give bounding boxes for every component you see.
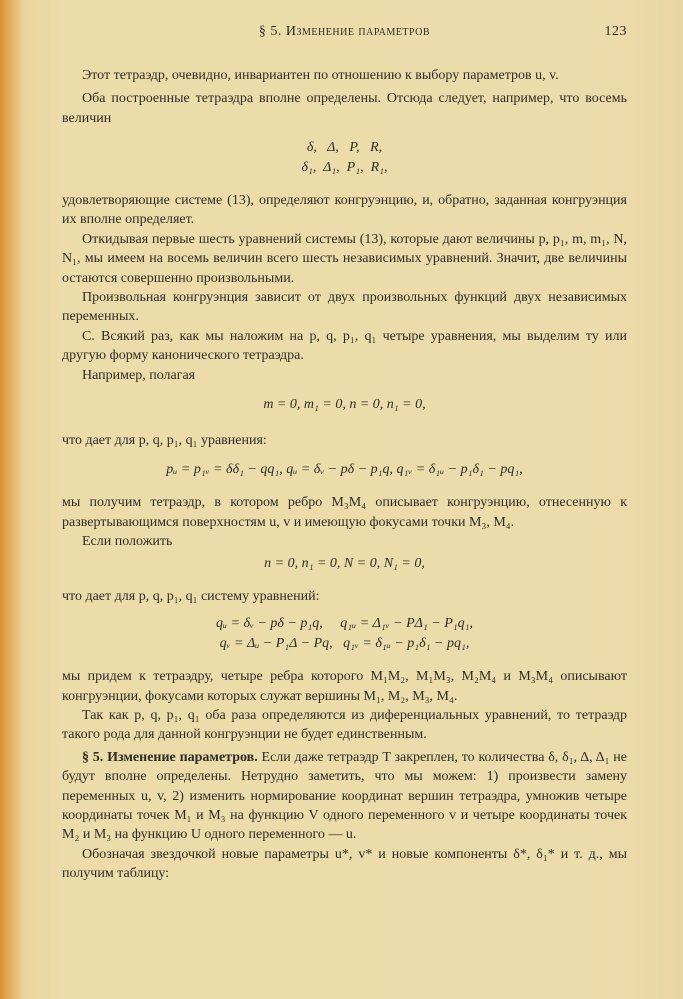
book-page [62,22,627,884]
paragraph: мы придем к тетраэдру, четыре ребра которого M₁M₂, M₁M₃, M₂M₄ и M₃M₄ описывают конгруэнции, фокусами которых служат вершины M₁, M₂, M₃, M₄. [62,669,627,704]
formula-line: δ, Δ, P, R, [306,140,383,156]
paragraph: Произвольная конгруэнция зависит от двух произвольных функций двух независимых переменных. [62,290,627,325]
paragraph: что дает для p, q, p₁, q₁ систему уравнений: [62,588,320,604]
header-title: § 5. Изменение параметров [258,24,431,39]
formula-line: δ₁, Δ₁, P₁, R₁, [301,159,388,175]
paragraph: Оба построенные тетраэдра вполне определены. Отсюда следует, например, что восемь величин [62,91,627,126]
paragraph: Например, полагая [82,367,196,383]
formula-conditions-1: m = 0, m₁ = 0, n = 0, n₁ = 0, [263,397,426,413]
formula-eight-quantities [62,138,627,177]
paragraph: Так как p, q, p₁, q₁ оба раза определяются из диференциальных уравнений, то тетраэдр такого рода для данной конгруэнции не будет единственным. [62,707,627,743]
paragraph: Откидывая первые шесть уравнений системы (13), которые дают величины p, p₁, m, m₁, N, N₁, мы имеем на восемь величин всего шесть независимых уравнений. Значит, две величины остаются совершенно произвольными. [62,231,627,286]
paragraph: Если положить [82,534,173,550]
paragraph: что дает для p, q, p₁, q₁ уравнения: [62,432,267,448]
page-number: 123 [604,24,627,39]
paragraph: Этот тетраэдр, очевидно, инвариантен по отношению к выбору параметров u, v. [82,68,559,83]
formula-equations-1: pᵤ = p₁ᵥ = δδ₁ − qq₁, qᵤ = δᵥ − pδ − p₁q, q₁ᵥ = δ₁ᵤ − p₁δ₁ − pq₁, [166,461,523,477]
running-header [62,22,627,44]
paragraph: C. Всякий раз, как мы наложим на p, q, p₁, q₁ четыре уравнения, мы выделим ту или другую форму канонического тетраэдра. [62,328,627,364]
paragraph: Обозначая звездочкой новые параметры u*, v* и новые компоненты δ*, δ₁* и т. д., мы получим таблицу: [62,846,627,882]
paragraph: удовлетворяющие системе (13), определяют конгруэнцию, и, обратно, заданная конгруэнция их вполне определяет. [62,193,627,228]
section-paragraph [62,748,627,845]
formula-line: qᵥ = Δᵤ − P₁Δ − Pq, q₁ᵥ = δ₁ᵤ − p₁δ₁ − pq₁, [219,635,470,651]
paragraph-text: Если даже тетраэдр T закреплен, то количества δ, δ₁, Δ, Δ₁ не будут вполне определены. Нетрудно заметить, что мы можем: 1) произвести замену переменных u, v, 2) изменить нормирование координат вершин тетраэдра, умножив четыре координаты точек M₁ и M₃ на функцию V одного переменного v и четыре координаты точек M₂ и M₃ на функцию U одного переменного — u. [62,749,627,843]
paragraph: мы получим тетраэдр, в котором ребро M₃M₄ описывает конгруэнцию, отнесенную к развертывающимся поверхностям u, v и имеющую фокусами точки M₃, M₄. [62,495,627,530]
section-heading: § 5. Изменение параметров. [82,749,258,765]
formula-conditions-2: n = 0, n₁ = 0, N = 0, N₁ = 0, [264,555,425,571]
formula-line: qᵤ = δᵥ − pδ − p₁q, q₁ᵤ = Δ₁ᵥ − PΔ₁ − P₁q₁, [216,616,473,632]
formula-equations-2 [62,614,627,653]
